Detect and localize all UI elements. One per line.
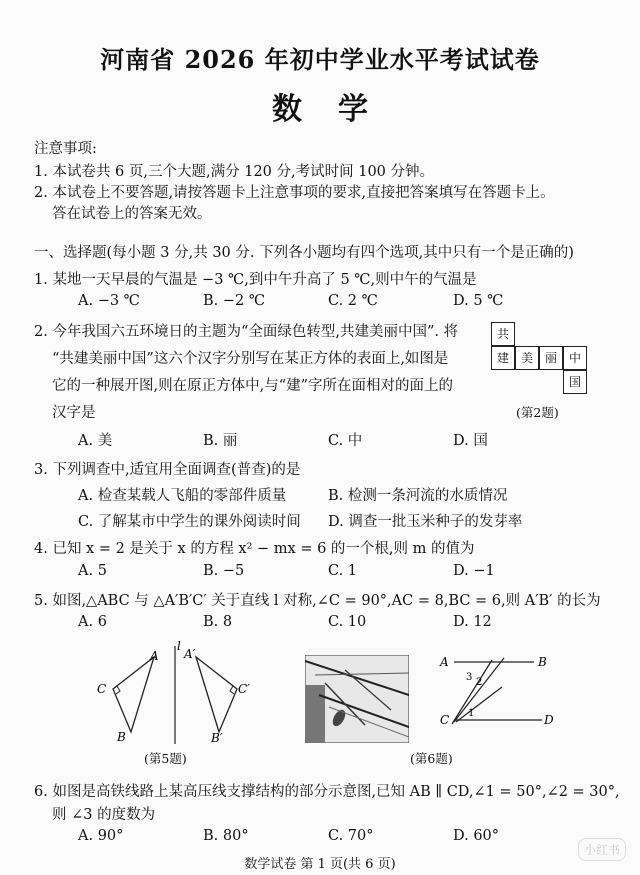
support-rod xyxy=(456,687,502,722)
notice-line-2b: 答在试卷上的答案无效。 xyxy=(52,206,212,222)
q4-option-a: A. 5 xyxy=(78,563,107,579)
q2-option-d: D. 国 xyxy=(453,433,488,449)
label-a: A xyxy=(440,655,449,669)
label-d: D xyxy=(544,713,554,727)
q4-option-c: C. 1 xyxy=(328,563,358,579)
q1-option-a: A. −3 ℃ xyxy=(78,293,140,309)
q2-stem-1: 2. 今年我国六五环境日的主题为“全面绿色转型,共建美丽中国”. 将 xyxy=(34,324,459,340)
q6-stem-1: 6. 如图是高铁线路上某高压线支撑结构的部分示意图,已知 AB ∥ CD,∠1 = 50°,∠2 = 30°, xyxy=(34,784,620,800)
q3-option-a: A. 检查某载人飞船的零部件质量 xyxy=(78,488,287,504)
label-c-prime: C′ xyxy=(238,682,250,696)
net-face-guo: 国 xyxy=(563,370,587,394)
net-face-top: 共 xyxy=(491,322,515,346)
q1-option-c: C. 2 ℃ xyxy=(328,293,378,309)
exam-title: 河南省 2026 年初中学业水平考试试卷 xyxy=(100,45,540,74)
q1-option-d: D. 5 ℃ xyxy=(453,293,504,309)
transversal-2 xyxy=(454,658,504,722)
watermark-logo: 小红书 xyxy=(578,838,626,861)
q6-option-d: D. 60° xyxy=(453,828,500,844)
q3-option-d: D. 调查一批玉米种子的发芽率 xyxy=(328,514,523,530)
label-b: B xyxy=(117,730,126,744)
q3-option-b: B. 检测一条河流的水质情况 xyxy=(328,488,508,504)
q2-option-b: B. 丽 xyxy=(203,433,238,449)
label-c: C xyxy=(97,682,107,696)
net-face-zhong: 中 xyxy=(563,346,587,370)
label-a: A xyxy=(150,649,159,663)
q2-stem-4: 汉字是 xyxy=(52,405,96,421)
q2-stem-2: “共建美丽中国”这六个汉字分别写在某正方体的表面上,如图是 xyxy=(52,351,449,367)
label-a-prime: A′ xyxy=(184,647,196,661)
notice-heading: 注意事项: xyxy=(34,141,97,157)
q6-option-b: B. 80° xyxy=(203,828,249,844)
notice-line-1: 1. 本试卷共 6 页,三个大题,满分 120 分,考试时间 100 分钟。 xyxy=(34,164,435,180)
label-b-prime: B′ xyxy=(211,731,223,745)
q4-option-b: B. −5 xyxy=(203,563,245,579)
q2-option-a: A. 美 xyxy=(78,433,113,449)
q6-parallel-lines-figure xyxy=(432,652,562,732)
net-face-jian: 建 xyxy=(491,346,515,370)
q6-option-a: A. 90° xyxy=(78,828,124,844)
q6-photo xyxy=(305,655,409,743)
q5-option-b: B. 8 xyxy=(203,614,233,630)
net-face-mei: 美 xyxy=(515,346,539,370)
q3-stem: 3. 下列调查中,适宜用全面调查(普查)的是 xyxy=(34,462,301,478)
q5-option-a: A. 6 xyxy=(78,614,107,630)
right-angle-mark-c2 xyxy=(230,686,234,694)
q6-option-c: C. 70° xyxy=(328,828,374,844)
q2-figure-caption: (第2题) xyxy=(516,405,559,420)
q6-stem-2: 则 ∠3 的度数为 xyxy=(52,807,156,823)
q5-option-c: C. 10 xyxy=(328,614,367,630)
right-angle-mark-c xyxy=(116,686,120,694)
angle-label-1: 1 xyxy=(468,708,475,719)
q5-option-d: D. 12 xyxy=(453,614,492,630)
q5-figure-caption: (第5题) xyxy=(144,751,187,766)
label-b: B xyxy=(538,655,547,669)
q1-option-b: B. −2 ℃ xyxy=(203,293,266,309)
angle-label-3: 3 xyxy=(466,672,473,683)
label-c: C xyxy=(440,713,450,727)
q1-stem: 1. 某地一天早晨的气温是 −3 ℃,到中午升高了 5 ℃,则中午的气温是 xyxy=(34,272,477,288)
triangle-a2b2c2 xyxy=(196,657,237,732)
page-footer: 数学试卷 第 1 页(共 6 页) xyxy=(244,857,396,872)
subject-title: 数学 xyxy=(272,92,404,127)
q2-stem-3: 它的一种展开图,则在原正方体中,与“建”字所在面相对的面上的 xyxy=(52,378,454,394)
net-face-li: 丽 xyxy=(539,346,563,370)
notice-line-2: 2. 本试卷上不要答题,请按答题卡上注意事项的要求,直接把答案填写在答题卡上。 xyxy=(34,185,555,201)
q2-option-c: C. 中 xyxy=(328,433,363,449)
q4-option-d: D. −1 xyxy=(453,563,495,579)
q5-symmetry-figure xyxy=(88,640,268,750)
angle-label-2: 2 xyxy=(476,677,483,688)
section-heading: 一、选择题(每小题 3 分,共 30 分. 下列各小题均有四个选项,其中只有一个是正确的) xyxy=(34,245,574,261)
q4-stem: 4. 已知 x = 2 是关于 x 的方程 x² − mx = 6 的一个根,则 m 的值为 xyxy=(34,541,475,557)
label-l: l xyxy=(177,640,181,653)
q3-option-c: C. 了解某市中学生的课外阅读时间 xyxy=(78,514,301,530)
triangle-abc xyxy=(113,657,154,732)
q6-figure-caption: (第6题) xyxy=(410,751,453,766)
q5-stem: 5. 如图,△ABC 与 △A′B′C′ 关于直线 l 对称,∠C = 90°,AC = 8,BC = 6,则 A′B′ 的长为 xyxy=(34,593,601,609)
